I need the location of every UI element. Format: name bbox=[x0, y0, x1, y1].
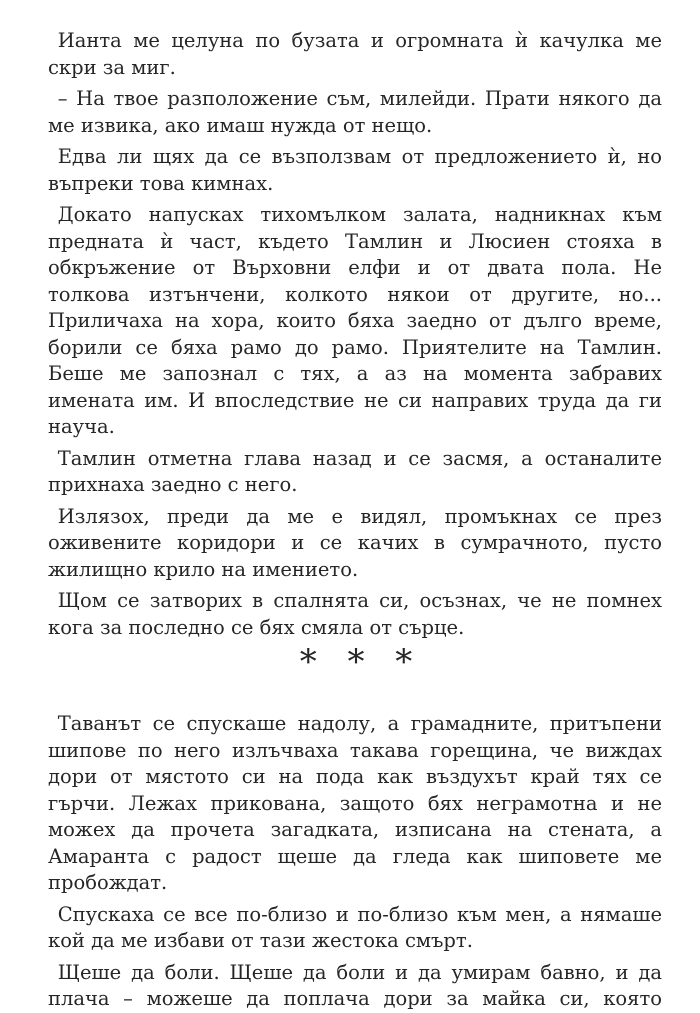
paragraph-nodded: Едва ли щях да се възползвам от предложението ѝ, но въпреки това кимнах. bbox=[48, 145, 662, 195]
paragraph-bedroom: Щом се затворих в спалнята си, осъзнах, че не помнех кога за последно се бях смяла от сърце. bbox=[48, 589, 662, 639]
paragraph-would-hurt: Щеше да боли. Щеше да боли и да умирам бавно, и да плача – можеше да поплача дори за майка си, която bbox=[48, 960, 662, 1010]
section-separator: * * * bbox=[299, 642, 423, 682]
paragraph-went-out: Излязох, преди да ме е видял, промъкнах се през оживените коридори и се качих в сумрачното, пусто жилищно крило на имението. bbox=[48, 504, 662, 581]
paragraph-coming-closer: Спускаха се все по-близо и по-близо към мен, а нямаше кой да ме избави от тази жестока смърт. bbox=[48, 902, 662, 952]
paragraph-leaving-hall: Докато напусках тихомълком залата, надникнах към предната ѝ част, където Тамлин и Люсиен стояха в обкръжение от Върховни елфи и от двата пола. Не толкова изтънчени, колкото някои от другите, но... Приличаха на хора, които бяха заедно от дълго време, борили се бяха рамо до рамо. Приятелите на Тамлин. Беше ме запознал с тях, а аз на момента забравих имената им. И впоследствие не си направих труда да ги науча. bbox=[48, 203, 662, 438]
paragraph-ianta-kiss: Ианта ме целуна по бузата и огромната ѝ качулка ме скри за миг. bbox=[48, 29, 662, 79]
paragraph-ianta-offer: – На твое разположение съм, милейди. Прати някого да ме извика, ако имаш нужда от нещо. bbox=[48, 87, 662, 137]
paragraph-ceiling-spikes: Таванът се спускаше надолу, а грамадните, притъпени шипове по него излъчваха такава горещина, че виждах дори от мястото си на пода как въздухът край тях се гърчи. Лежах прикована, защото бях неграмотна и не можех да прочета загадката, изписана на стената, а Амаранта с радост щеше да гледа как шиповете ме пробождат. bbox=[48, 712, 662, 894]
paragraph-tamlin-laughed: Тамлин отметна глава назад и се засмя, а останалите прихнаха заедно с него. bbox=[48, 446, 662, 496]
